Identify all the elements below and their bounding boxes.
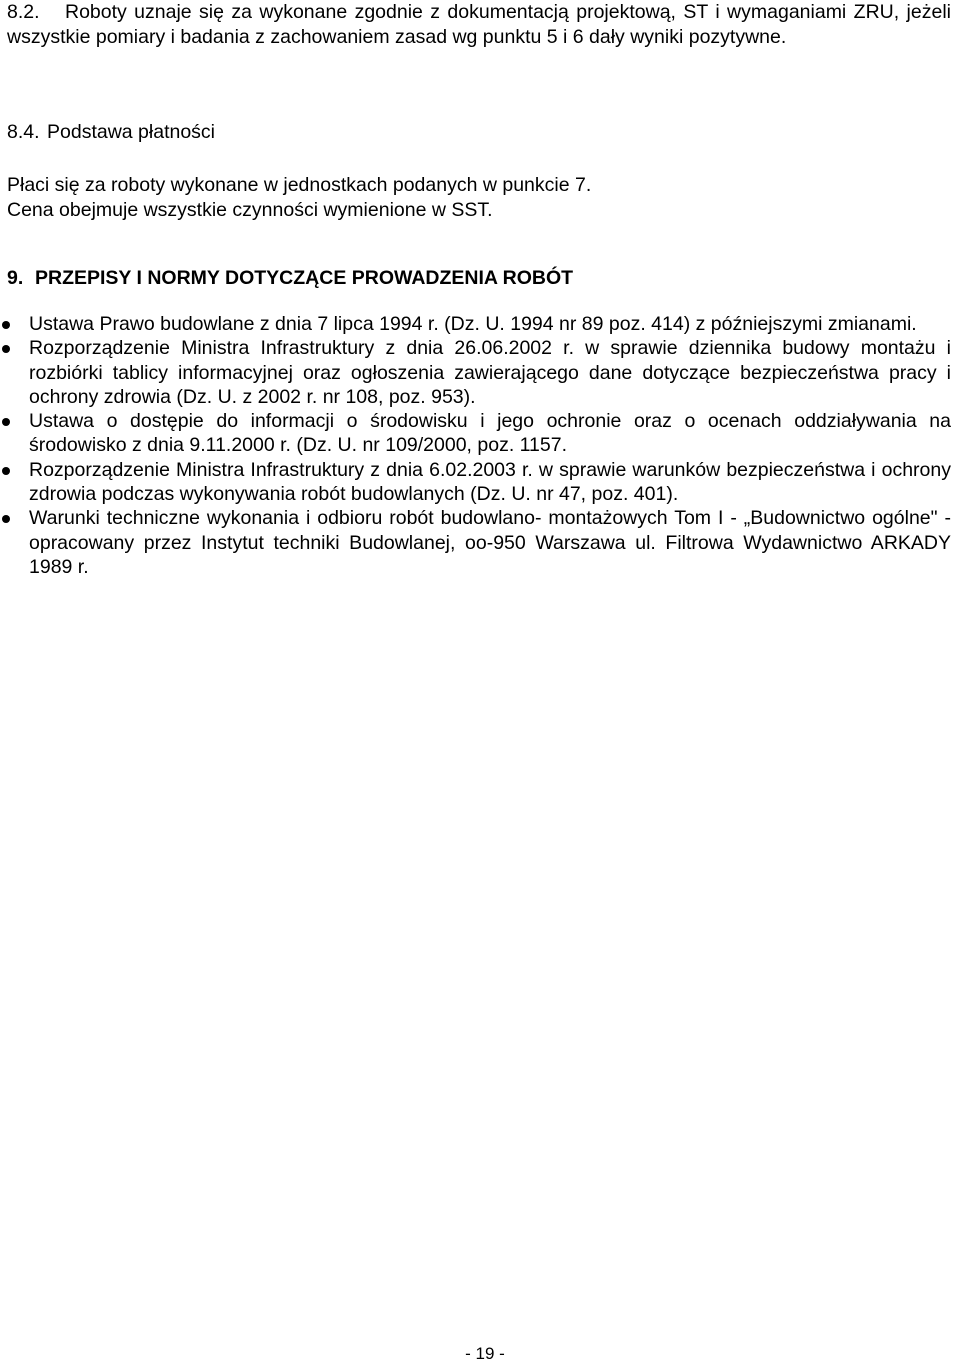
heading-9 <box>7 266 573 291</box>
bullet-icon <box>2 321 10 329</box>
list-item <box>0 409 951 458</box>
list-item-text: Warunki techniczne wykonania i odbioru robót budowlano- montażowych Tom I - „Budownictwo ogólne" - opracowany przez Instytut techniki Budowlanej, oo-950 Warszawa ul. Filtrowa Wydawnictwo ARKADY 1989 r. <box>29 507 951 578</box>
regulations-list <box>0 312 960 579</box>
page-number: - 19 - <box>465 1344 505 1363</box>
list-item <box>0 458 951 507</box>
list-item-text: Ustawa o dostępie do informacji o środowisku i jego ochronie oraz o ocenach oddziaływania na środowisko z dnia 9.11.2000 r. (Dz. U. nr 109/2000, poz. 1157. <box>29 410 951 457</box>
paragraph-8-2 <box>7 0 951 49</box>
list-item <box>0 336 951 409</box>
list-item-text: Rozporządzenie Ministra Infrastruktury z dnia 6.02.2003 r. w sprawie warunków bezpieczeństwa i ochrony zdrowia podczas wykonywania robót budowlanych (Dz. U. nr 47, poz. 401). <box>29 458 951 506</box>
bullet-icon <box>2 515 10 523</box>
payment-text-line-2: Cena obejmuje wszystkie czynności wymienione w SST. <box>7 199 493 221</box>
section-number-9: 9. <box>7 267 24 289</box>
list-item-text: Ustawa Prawo budowlane z dnia 7 lipca 1994 r. (Dz. U. 1994 nr 89 poz. 414) z późniejszymi zmianami. <box>29 313 917 335</box>
heading-9-title: PRZEPISY I NORMY DOTYCZĄCE PROWADZENIA ROBÓT <box>35 267 574 289</box>
bullet-icon <box>2 467 10 475</box>
heading-8-4-title: Podstawa płatności <box>47 121 216 143</box>
bullet-icon <box>2 345 10 353</box>
heading-8-4 <box>7 120 215 145</box>
paragraph-8-2-text: Roboty uznaje się za wykonane zgodnie z dokumentacją projektową, ST i wymaganiami ZRU, jeżeli wszystkie pomiary i badania z zachowaniem zasad wg punktu 5 i 6 dały wyniki pozytywne. <box>7 1 951 48</box>
section-number-8-2: 8.2. <box>7 1 40 23</box>
list-item-text: Rozporządzenie Ministra Infrastruktury z dnia 26.06.2002 r. w sprawie dziennika budowy montażu i rozbiórki tablicy informacyjnej oraz ogłoszenia zawierającego dane dotyczące bezpieczeństwa pracy i ochrony zdrowia (Dz. U. z 2002 r. nr 108, poz. 953). <box>29 337 951 408</box>
list-item <box>0 312 951 336</box>
bullet-icon <box>2 418 10 426</box>
payment-text-line-1: Płaci się za roboty wykonane w jednostkach podanych w punkcie 7. <box>7 174 592 196</box>
list-item <box>0 506 951 579</box>
section-number-8-4: 8.4. <box>7 121 40 143</box>
